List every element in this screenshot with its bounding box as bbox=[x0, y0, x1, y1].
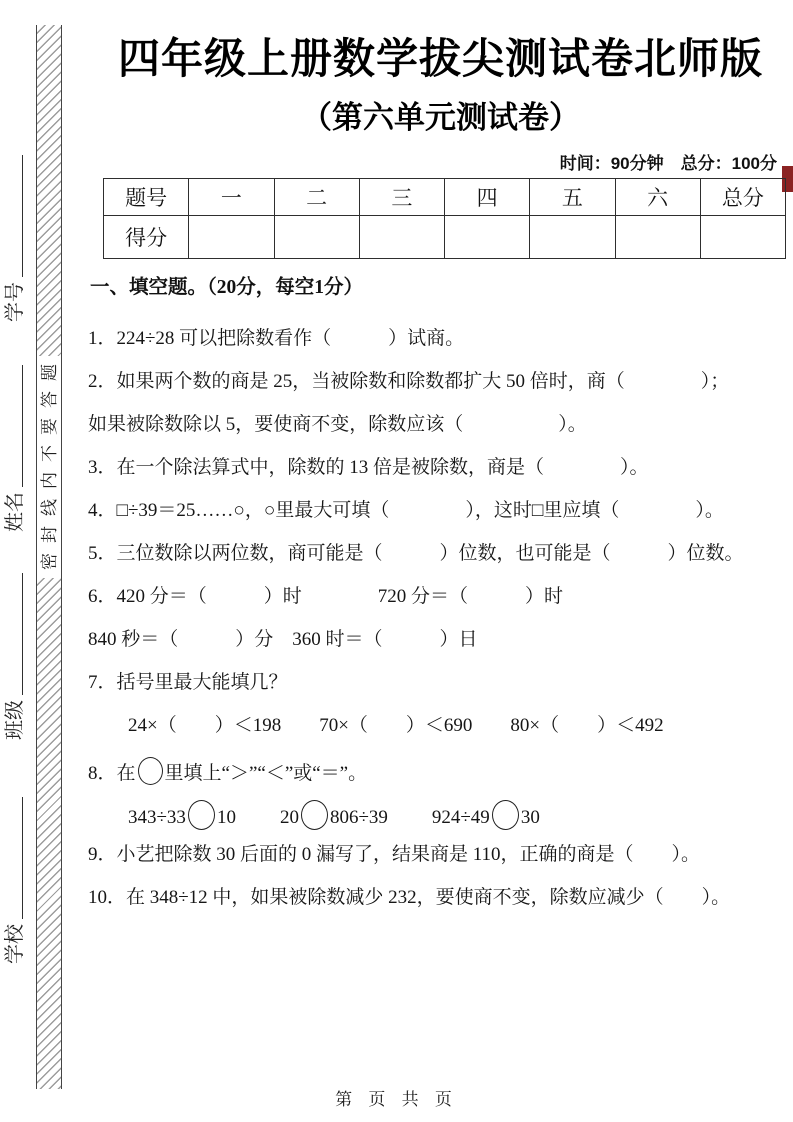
seal-char: 内 bbox=[39, 472, 59, 489]
score-row-label: 得分 bbox=[104, 216, 189, 259]
question-6-line1: 6．420 分＝（ ）时 720 分＝（ ）时 bbox=[88, 586, 564, 607]
student-id-blank-line bbox=[22, 155, 23, 277]
question-8-stem-suffix: 里填上“＞”“＜”或“＝”。 bbox=[164, 763, 368, 784]
question-8-stem bbox=[88, 757, 793, 784]
question-1: 1．224÷28 可以把除数看作（ ）试商。 bbox=[88, 328, 465, 349]
question-2-line1: 2．如果两个数的商是 25，当被除数和除数都扩大 50 倍时，商（ ）； bbox=[88, 371, 730, 392]
q8-item1-left: 343÷33 bbox=[128, 807, 186, 828]
q8-item1-right: 10 bbox=[216, 807, 236, 828]
page-subtitle: （第六单元测试卷） bbox=[301, 100, 580, 135]
comparison-circle-icon bbox=[301, 800, 328, 830]
school-blank-line bbox=[22, 797, 23, 919]
name-blank-line bbox=[22, 365, 23, 487]
seal-char: 密 bbox=[39, 553, 59, 570]
comparison-circle-icon bbox=[492, 800, 519, 830]
question-6-line2: 840 秒＝（ ）分 360 时＝（ ）日 bbox=[88, 629, 478, 650]
seal-char: 答 bbox=[39, 391, 59, 408]
field-school bbox=[5, 797, 25, 964]
question-2-line2: 如果被除数除以 5，要使商不变，除数应该（ ）。 bbox=[88, 414, 587, 435]
question-8-items bbox=[88, 800, 793, 828]
school-label: 学校 bbox=[4, 924, 26, 964]
header-cell-total: 总分 bbox=[700, 179, 785, 216]
question-list bbox=[88, 327, 793, 910]
section-heading: 一、填空题。（20分，每空1分） bbox=[90, 277, 364, 298]
seal-char: 要 bbox=[39, 418, 59, 435]
question-9: 9．小艺把除数 30 后面的 0 漏写了，结果商是 110，正确的商是（ ）。 bbox=[88, 844, 701, 865]
seal-char: 题 bbox=[39, 364, 59, 381]
q8-item3-right: 30 bbox=[520, 807, 540, 828]
paper-content bbox=[88, 0, 793, 929]
class-blank-line bbox=[22, 573, 23, 695]
header-cell-section-3: 三 bbox=[359, 179, 444, 216]
score-table-score-row bbox=[104, 216, 786, 259]
footer-page-indicator: 第 页 共 页 bbox=[335, 1090, 458, 1109]
question-8-stem-prefix: 8．在 bbox=[88, 763, 136, 784]
header-cell-section-6: 六 bbox=[615, 179, 700, 216]
field-name bbox=[5, 365, 25, 532]
score-table-header-row bbox=[104, 179, 786, 216]
question-4: 4．□÷39＝25……○，○里最大可填（ ），这时□里应填（ ）。 bbox=[88, 500, 724, 521]
score-cell bbox=[530, 216, 615, 259]
page-title: 四年级上册数学拔尖测试卷北师版 bbox=[117, 35, 763, 82]
q8-item2-left: 20 bbox=[279, 807, 299, 828]
header-cell-section-1: 一 bbox=[189, 179, 274, 216]
question-7-stem: 7．括号里最大能填几？ bbox=[88, 672, 288, 693]
score-table bbox=[103, 178, 786, 259]
score-cell bbox=[274, 216, 359, 259]
comparison-circle-icon bbox=[188, 800, 215, 830]
class-label: 班级 bbox=[4, 700, 26, 740]
header-cell-section-5: 五 bbox=[530, 179, 615, 216]
header-cell-question-no: 题号 bbox=[104, 179, 189, 216]
seal-char: 线 bbox=[39, 499, 59, 516]
score-cell bbox=[445, 216, 530, 259]
student-id-label: 学号 bbox=[4, 282, 26, 322]
seal-char: 封 bbox=[39, 526, 59, 543]
score-cell bbox=[700, 216, 785, 259]
header-cell-section-4: 四 bbox=[445, 179, 530, 216]
seal-char: 不 bbox=[39, 445, 59, 462]
header-cell-section-2: 二 bbox=[274, 179, 359, 216]
seal-line-text bbox=[37, 356, 61, 578]
score-cell bbox=[359, 216, 444, 259]
field-class bbox=[5, 573, 25, 740]
q8-item3-left: 924÷49 bbox=[431, 807, 490, 828]
question-10: 10．在 348÷12 中，如果被除数减少 232，要使商不变，除数应减少（ ）。 bbox=[88, 887, 731, 908]
seal-margin-strip bbox=[0, 0, 88, 1122]
exam-info: 时间：90分钟 总分：100分 bbox=[559, 154, 777, 173]
question-7-items: 24×（ ）＜198 70×（ ）＜690 80×（ ）＜492 bbox=[128, 715, 664, 736]
name-label: 姓名 bbox=[4, 492, 26, 532]
question-3: 3．在一个除法算式中，除数的 13 倍是被除数，商是（ ）。 bbox=[88, 457, 649, 478]
q8-item2-right: 806÷39 bbox=[329, 807, 388, 828]
score-cell bbox=[189, 216, 274, 259]
field-student-id bbox=[5, 155, 25, 322]
score-cell bbox=[615, 216, 700, 259]
question-5: 5．三位数除以两位数，商可能是（ ）位数，也可能是（ ）位数。 bbox=[88, 543, 744, 564]
comparison-circle-icon bbox=[138, 757, 163, 785]
